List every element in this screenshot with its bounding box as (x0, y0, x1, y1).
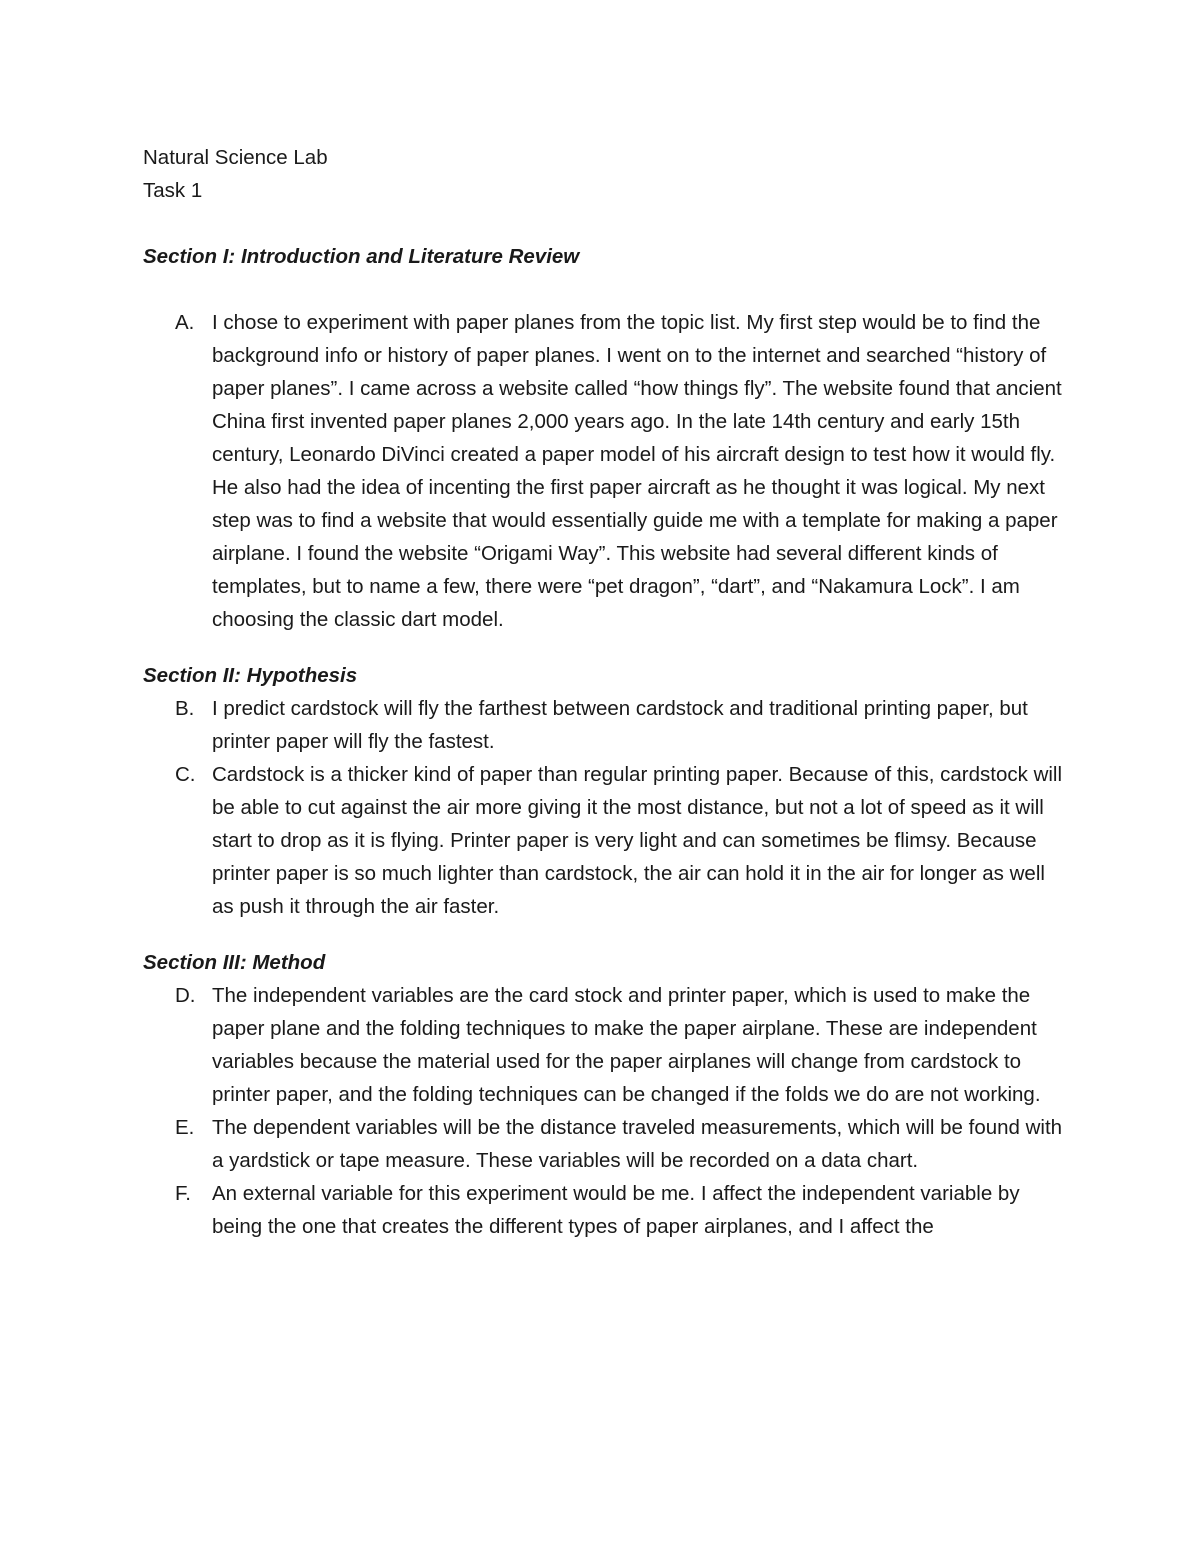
section-heading-introduction: Section I: Introduction and Literature Review (143, 245, 580, 268)
list-item-text: I chose to experiment with paper planes from the topic list. My first step would be to find the background info or history of paper planes. I went on to the internet and searched “history of paper planes”. I came across a website called “how things fly”. The website found that ancient China first invented paper planes 2,000 years ago. In the late 14th century and early 15th century, Leonardo DiVinci created a paper model of his aircraft design to test how it would fly. He also had the idea of incenting the first paper aircraft as he thought it was logical. My next step was to find a website that would essentially guide me with a template for making a paper airplane. I found the website “Origami Way”. This website had several different kinds of templates, but to name a few, there were “pet dragon”, “dart”, and “Nakamura Lock”. I am choosing the classic dart model. (212, 311, 1062, 631)
list-item-e (143, 1111, 1063, 1177)
list-item-a (143, 306, 1063, 636)
list-item-f (143, 1177, 1063, 1243)
spacer (143, 923, 1063, 946)
list-item-c (143, 758, 1063, 923)
list-marker: D. (175, 984, 196, 1007)
course-title: Natural Science Lab (143, 146, 328, 169)
spacer (143, 636, 1063, 659)
spacer (143, 273, 1063, 306)
list-item-text: The independent variables are the card stock and printer paper, which is used to make the paper plane and the folding techniques to make the paper airplane. These are independent variables because the material used for the paper airplanes will change from cardstock to printer paper, and the folding techniques can be changed if the folds we do are not working. (212, 984, 1041, 1106)
list-marker: C. (175, 763, 196, 786)
spacer (143, 207, 1063, 240)
task-title: Task 1 (143, 179, 203, 202)
list-item-d (143, 979, 1063, 1111)
list-marker: F. (175, 1182, 191, 1205)
list-item-b (143, 692, 1063, 758)
list-marker: B. (175, 697, 195, 720)
section-heading-method: Section III: Method (143, 951, 326, 974)
document-body (143, 141, 1063, 1243)
list-item-text: The dependent variables will be the distance traveled measurements, which will be found with a yardstick or tape measure. These variables will be recorded on a data chart. (212, 1116, 1063, 1172)
list-item-text: Cardstock is a thicker kind of paper than regular printing paper. Because of this, cardstock will be able to cut against the air more giving it the most distance, but not a lot of speed as it will start to drop as it is flying. Printer paper is very light and can sometimes be flimsy. Because printer paper is so much lighter than cardstock, the air can hold it in the air for longer as well as push it through the air faster. (212, 763, 1063, 918)
list-marker: A. (175, 311, 195, 334)
list-item-text: I predict cardstock will fly the farthest between cardstock and traditional printing paper, but printer paper will fly the fastest. (212, 697, 1028, 753)
section-heading-hypothesis: Section II: Hypothesis (143, 664, 358, 687)
section-list-hypothesis (143, 692, 1063, 923)
list-marker: E. (175, 1116, 195, 1139)
section-list-introduction (143, 306, 1063, 636)
section-list-method (143, 979, 1063, 1243)
list-item-text: An external variable for this experiment would be me. I affect the independent variable by being the one that creates the different types of paper airplanes, and I affect the (212, 1182, 1020, 1238)
